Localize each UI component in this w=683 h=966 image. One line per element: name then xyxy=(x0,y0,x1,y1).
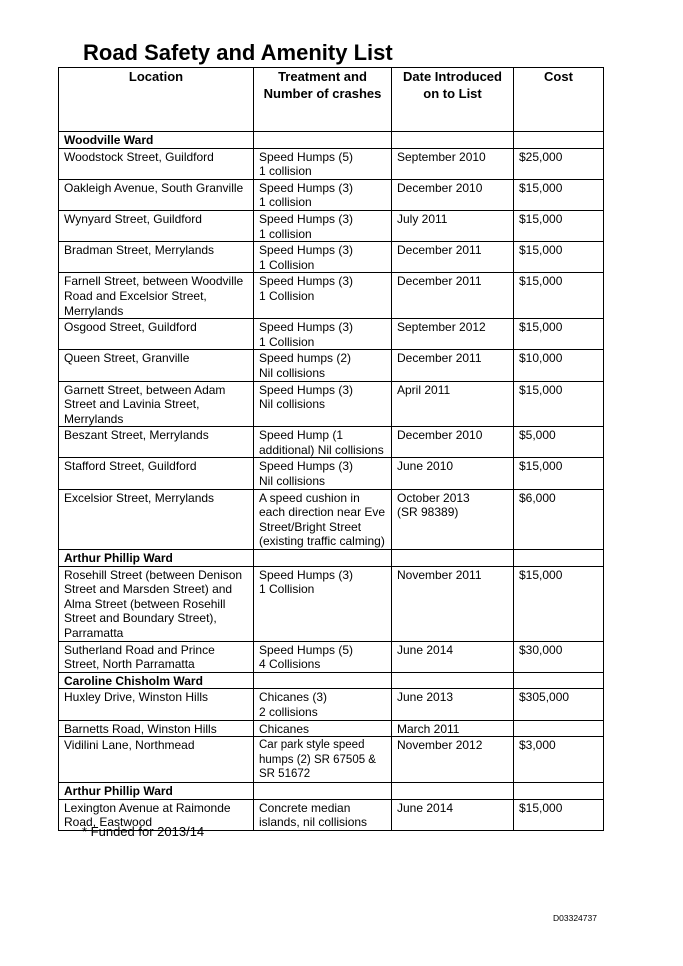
treatment-cell: Concrete median islands, nil collisions xyxy=(254,799,392,830)
date-cell: September 2010 xyxy=(392,148,514,179)
location-cell: Wynyard Street, Guildford xyxy=(59,210,254,241)
table-row xyxy=(59,458,604,489)
treatment-cell: Car park style speed humps (2) SR 67505 & SR 51672 xyxy=(254,737,392,783)
location-cell: Woodstock Street, Guildford xyxy=(59,148,254,179)
table-row xyxy=(59,179,604,210)
location-cell: Oakleigh Avenue, South Granville xyxy=(59,179,254,210)
cost-cell xyxy=(514,720,604,737)
table-row xyxy=(59,350,604,381)
location-cell: Sutherland Road and Prince Street, North Parramatta xyxy=(59,641,254,672)
treatment-cell: Speed Humps (5) 1 collision xyxy=(254,148,392,179)
location-cell: Huxley Drive, Winston Hills xyxy=(59,689,254,720)
table-row xyxy=(59,737,604,783)
table-row xyxy=(59,427,604,458)
date-cell: June 2014 xyxy=(392,799,514,830)
cost-cell: $15,000 xyxy=(514,566,604,641)
ward-row-empty-cell xyxy=(514,132,604,149)
date-cell: March 2011 xyxy=(392,720,514,737)
ward-name: Woodville Ward xyxy=(59,132,254,149)
treatment-cell: Speed Humps (3) 1 Collision xyxy=(254,319,392,350)
treatment-cell: Speed Humps (5) 4 Collisions xyxy=(254,641,392,672)
table-row xyxy=(59,689,604,720)
location-cell: Beszant Street, Merrylands xyxy=(59,427,254,458)
table-row xyxy=(59,319,604,350)
ward-row xyxy=(59,782,604,799)
treatment-cell: Speed humps (2) Nil collisions xyxy=(254,350,392,381)
table-row xyxy=(59,210,604,241)
treatment-cell: Speed Hump (1 additional) Nil collisions xyxy=(254,427,392,458)
date-cell: November 2012 xyxy=(392,737,514,783)
date-cell: June 2010 xyxy=(392,458,514,489)
date-cell: December 2010 xyxy=(392,427,514,458)
cost-cell: $15,000 xyxy=(514,319,604,350)
cost-cell: $15,000 xyxy=(514,381,604,427)
ward-row-empty-cell xyxy=(254,550,392,567)
treatment-cell: Speed Humps (3) 1 collision xyxy=(254,179,392,210)
cost-cell: $3,000 xyxy=(514,737,604,783)
page-title: Road Safety and Amenity List xyxy=(83,40,393,65)
location-cell: Osgood Street, Guildford xyxy=(59,319,254,350)
location-cell: Lexington Avenue at Raimonde Road, Eastwood xyxy=(59,799,254,830)
location-cell: Stafford Street, Guildford xyxy=(59,458,254,489)
ward-name: Arthur Phillip Ward xyxy=(59,782,254,799)
date-cell: July 2011 xyxy=(392,210,514,241)
cost-cell: $6,000 xyxy=(514,489,604,549)
header-location: Location xyxy=(59,68,254,132)
ward-row xyxy=(59,132,604,149)
cost-cell: $15,000 xyxy=(514,458,604,489)
table-row xyxy=(59,242,604,273)
ward-row-empty-cell xyxy=(514,672,604,689)
date-cell: June 2013 xyxy=(392,689,514,720)
location-cell: Excelsior Street, Merrylands xyxy=(59,489,254,549)
location-cell: Garnett Street, between Adam Street and Lavinia Street, Merrylands xyxy=(59,381,254,427)
date-cell: September 2012 xyxy=(392,319,514,350)
ward-name: Caroline Chisholm Ward xyxy=(59,672,254,689)
cost-cell: $30,000 xyxy=(514,641,604,672)
ward-row xyxy=(59,550,604,567)
cost-cell: $5,000 xyxy=(514,427,604,458)
treatment-cell: Speed Humps (3) 1 collision xyxy=(254,210,392,241)
table-row xyxy=(59,273,604,319)
treatment-cell: Speed Humps (3) Nil collisions xyxy=(254,381,392,427)
treatment-cell: Chicanes xyxy=(254,720,392,737)
header-cost: Cost xyxy=(514,68,604,132)
ward-row-empty-cell xyxy=(392,672,514,689)
date-cell: June 2014 xyxy=(392,641,514,672)
cost-cell: $15,000 xyxy=(514,242,604,273)
treatment-cell: Speed Humps (3) 1 Collision xyxy=(254,273,392,319)
ward-row-empty-cell xyxy=(254,782,392,799)
treatment-cell: A speed cushion in each direction near Eve Street/Bright Street (existing traffic calming) xyxy=(254,489,392,549)
date-cell: December 2011 xyxy=(392,242,514,273)
header-treatment: Treatment and Number of crashes xyxy=(254,68,392,132)
location-cell: Rosehill Street (between Denison Street and Marsden Street) and Alma Street (between Rosehill Street and Boundary Street), Parramatta xyxy=(59,566,254,641)
location-cell: Queen Street, Granville xyxy=(59,350,254,381)
footnote: * Funded for 2013/14 xyxy=(82,824,205,839)
table-row xyxy=(59,489,604,549)
ward-row-empty-cell xyxy=(392,782,514,799)
table-row xyxy=(59,566,604,641)
treatment-cell: Speed Humps (3) Nil collisions xyxy=(254,458,392,489)
table-body xyxy=(59,132,604,831)
ward-row-empty-cell xyxy=(514,550,604,567)
table-row xyxy=(59,148,604,179)
ward-row-empty-cell xyxy=(254,132,392,149)
ward-row xyxy=(59,672,604,689)
date-cell: October 2013 (SR 98389) xyxy=(392,489,514,549)
date-cell: April 2011 xyxy=(392,381,514,427)
table-row xyxy=(59,720,604,737)
treatment-cell: Speed Humps (3) 1 Collision xyxy=(254,566,392,641)
ward-name: Arthur Phillip Ward xyxy=(59,550,254,567)
location-cell: Farnell Street, between Woodville Road and Excelsior Street, Merrylands xyxy=(59,273,254,319)
ward-row-empty-cell xyxy=(514,782,604,799)
date-cell: December 2011 xyxy=(392,350,514,381)
date-cell: December 2010 xyxy=(392,179,514,210)
treatment-cell: Speed Humps (3) 1 Collision xyxy=(254,242,392,273)
location-cell: Vidilini Lane, Northmead xyxy=(59,737,254,783)
cost-cell: $15,000 xyxy=(514,210,604,241)
document-id: D03324737 xyxy=(553,913,597,923)
ward-row-empty-cell xyxy=(392,132,514,149)
road-safety-table xyxy=(58,67,604,831)
table-row xyxy=(59,381,604,427)
date-cell: November 2011 xyxy=(392,566,514,641)
cost-cell: $15,000 xyxy=(514,179,604,210)
cost-cell: $15,000 xyxy=(514,273,604,319)
date-cell: December 2011 xyxy=(392,273,514,319)
header-date: Date Introduced on to List xyxy=(392,68,514,132)
cost-cell: $15,000 xyxy=(514,799,604,830)
location-cell: Barnetts Road, Winston Hills xyxy=(59,720,254,737)
table-row xyxy=(59,641,604,672)
cost-cell: $10,000 xyxy=(514,350,604,381)
cost-cell: $305,000 xyxy=(514,689,604,720)
table-header-row xyxy=(59,68,604,132)
cost-cell: $25,000 xyxy=(514,148,604,179)
ward-row-empty-cell xyxy=(254,672,392,689)
location-cell: Bradman Street, Merrylands xyxy=(59,242,254,273)
treatment-cell: Chicanes (3) 2 collisions xyxy=(254,689,392,720)
ward-row-empty-cell xyxy=(392,550,514,567)
